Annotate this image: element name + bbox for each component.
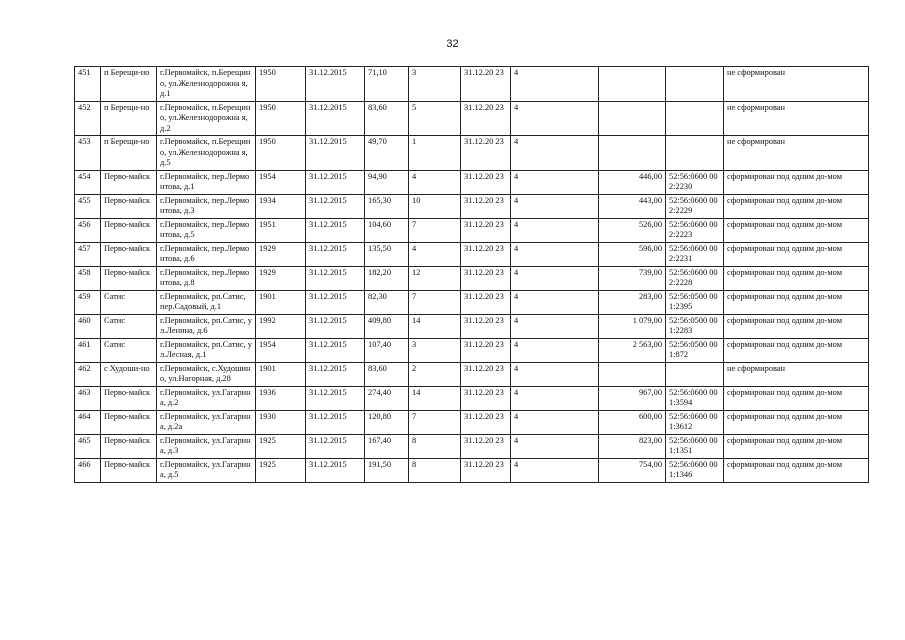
settlement-cell: Перво-майск <box>101 194 157 218</box>
area-cell: 83,60 <box>365 101 409 136</box>
address-cell: г.Первомайск, пер.Лермонтова, д.6 <box>157 242 256 266</box>
land-area-cell: 446,00 <box>599 170 666 194</box>
date-cell: 31.12.2015 <box>306 410 365 434</box>
date-cell: 31.12.2015 <box>306 266 365 290</box>
table-row <box>75 242 869 266</box>
address-cell: г.Первомайск, ул.Гагарина, д.3 <box>157 434 256 458</box>
land-area-cell: 739,00 <box>599 266 666 290</box>
cadastral-number-cell: 52:56:0500 001:2395 <box>666 290 724 314</box>
address-cell: г.Первомайск, пер.Лермонтова, д.8 <box>157 266 256 290</box>
row-number-cell: 454 <box>75 170 101 194</box>
cadastral-number-cell: 52:56:0600 002:2229 <box>666 194 724 218</box>
land-area-cell: 2 563,00 <box>599 338 666 362</box>
deadline-cell: 31.12.20 23 <box>461 290 511 314</box>
status-cell: сформирован под одним до-мом <box>724 170 869 194</box>
status-cell: сформирован под одним до-мом <box>724 266 869 290</box>
area-cell: 82,30 <box>365 290 409 314</box>
year-cell: 1954 <box>256 338 306 362</box>
code-cell: 4 <box>511 386 599 410</box>
row-number-cell: 453 <box>75 136 101 171</box>
date-cell: 31.12.2015 <box>306 290 365 314</box>
row-number-cell: 457 <box>75 242 101 266</box>
deadline-cell: 31.12.20 23 <box>461 194 511 218</box>
table-row <box>75 386 869 410</box>
cadastral-number-cell: 52:56:0600 002:2231 <box>666 242 724 266</box>
deadline-cell: 31.12.20 23 <box>461 362 511 386</box>
settlement-cell: Перво-майск <box>101 266 157 290</box>
cadastral-number-cell <box>666 362 724 386</box>
date-cell: 31.12.2015 <box>306 314 365 338</box>
status-cell: не сформирован <box>724 362 869 386</box>
deadline-cell: 31.12.20 23 <box>461 218 511 242</box>
deadline-cell: 31.12.20 23 <box>461 266 511 290</box>
cadastral-number-cell: 52:56:0600 001:1346 <box>666 458 724 482</box>
date-cell: 31.12.2015 <box>306 194 365 218</box>
code-cell: 4 <box>511 194 599 218</box>
settlement-cell: п Берещи-но <box>101 67 157 102</box>
count-cell: 3 <box>409 67 461 102</box>
area-cell: 274,40 <box>365 386 409 410</box>
date-cell: 31.12.2015 <box>306 242 365 266</box>
settlement-cell: Перво-майск <box>101 434 157 458</box>
area-cell: 120,80 <box>365 410 409 434</box>
address-cell: г.Первомайск, рп.Сатис, ул.Лесная, д.1 <box>157 338 256 362</box>
status-cell: сформирован под одним до-мом <box>724 290 869 314</box>
year-cell: 1950 <box>256 136 306 171</box>
year-cell: 1929 <box>256 266 306 290</box>
land-area-cell: 1 079,00 <box>599 314 666 338</box>
status-cell: сформирован под одним до-мом <box>724 410 869 434</box>
year-cell: 1954 <box>256 170 306 194</box>
code-cell: 4 <box>511 362 599 386</box>
row-number-cell: 458 <box>75 266 101 290</box>
date-cell: 31.12.2015 <box>306 218 365 242</box>
deadline-cell: 31.12.20 23 <box>461 458 511 482</box>
settlement-cell: п Берещи-но <box>101 101 157 136</box>
land-area-cell: 443,00 <box>599 194 666 218</box>
row-number-cell: 452 <box>75 101 101 136</box>
table-row <box>75 314 869 338</box>
land-area-cell <box>599 362 666 386</box>
settlement-cell: Перво-майск <box>101 218 157 242</box>
year-cell: 1936 <box>256 386 306 410</box>
deadline-cell: 31.12.20 23 <box>461 434 511 458</box>
cadastral-number-cell <box>666 101 724 136</box>
cadastral-number-cell: 52:56:0600 001:3594 <box>666 386 724 410</box>
row-number-cell: 460 <box>75 314 101 338</box>
area-cell: 191,50 <box>365 458 409 482</box>
settlement-cell: Перво-майск <box>101 386 157 410</box>
land-area-cell <box>599 67 666 102</box>
table-body <box>75 67 869 483</box>
area-cell: 165,30 <box>365 194 409 218</box>
count-cell: 5 <box>409 101 461 136</box>
address-cell: г.Первомайск, ул.Гагарина, д.2 <box>157 386 256 410</box>
settlement-cell: с Худоши-но <box>101 362 157 386</box>
area-cell: 107,40 <box>365 338 409 362</box>
address-cell: г.Первомайск, ул.Гагарина, д.2а <box>157 410 256 434</box>
cadastral-number-cell: 52:56:0600 001:1351 <box>666 434 724 458</box>
row-number-cell: 463 <box>75 386 101 410</box>
table-row <box>75 458 869 482</box>
count-cell: 8 <box>409 434 461 458</box>
cadastral-number-cell: 52:56:0500 001:872 <box>666 338 724 362</box>
settlement-cell: Перво-майск <box>101 242 157 266</box>
deadline-cell: 31.12.20 23 <box>461 101 511 136</box>
deadline-cell: 31.12.20 23 <box>461 242 511 266</box>
deadline-cell: 31.12.20 23 <box>461 338 511 362</box>
year-cell: 1901 <box>256 362 306 386</box>
area-cell: 135,50 <box>365 242 409 266</box>
count-cell: 3 <box>409 338 461 362</box>
count-cell: 7 <box>409 290 461 314</box>
deadline-cell: 31.12.20 23 <box>461 170 511 194</box>
area-cell: 83,60 <box>365 362 409 386</box>
date-cell: 31.12.2015 <box>306 136 365 171</box>
year-cell: 1901 <box>256 290 306 314</box>
row-number-cell: 451 <box>75 67 101 102</box>
area-cell: 104,60 <box>365 218 409 242</box>
address-cell: г.Первомайск, рп.Сатис, пер.Садовый, д.1 <box>157 290 256 314</box>
code-cell: 4 <box>511 101 599 136</box>
cadastral-number-cell: 52:56:0600 002:2228 <box>666 266 724 290</box>
cadastral-number-cell: 52:56:0600 002:2223 <box>666 218 724 242</box>
settlement-cell: Перво-майск <box>101 410 157 434</box>
cadastral-number-cell <box>666 67 724 102</box>
table-row <box>75 362 869 386</box>
area-cell: 409,80 <box>365 314 409 338</box>
area-cell: 167,40 <box>365 434 409 458</box>
land-area-cell <box>599 101 666 136</box>
cadastral-number-cell: 52:56:0500 001:2283 <box>666 314 724 338</box>
table-row <box>75 67 869 102</box>
row-number-cell: 465 <box>75 434 101 458</box>
area-cell: 49,70 <box>365 136 409 171</box>
address-cell: г.Первомайск, ул.Гагарина, д.5 <box>157 458 256 482</box>
year-cell: 1950 <box>256 67 306 102</box>
count-cell: 14 <box>409 314 461 338</box>
table-row <box>75 136 869 171</box>
land-area-cell: 596,00 <box>599 242 666 266</box>
status-cell: сформирован под одним до-мом <box>724 194 869 218</box>
status-cell: не сформирован <box>724 136 869 171</box>
address-cell: г.Первомайск, с.Худошино, ул.Нагорная, д.28 <box>157 362 256 386</box>
status-cell: сформирован под одним до-мом <box>724 386 869 410</box>
date-cell: 31.12.2015 <box>306 434 365 458</box>
count-cell: 4 <box>409 170 461 194</box>
address-cell: г.Первомайск, п.Берещино, ул.Железнодорожна я, д.1 <box>157 67 256 102</box>
cadastral-number-cell: 52:56:0600 002:2230 <box>666 170 724 194</box>
status-cell: сформирован под одним до-мом <box>724 314 869 338</box>
code-cell: 4 <box>511 266 599 290</box>
count-cell: 12 <box>409 266 461 290</box>
land-area-cell <box>599 136 666 171</box>
code-cell: 4 <box>511 338 599 362</box>
code-cell: 4 <box>511 170 599 194</box>
deadline-cell: 31.12.20 23 <box>461 386 511 410</box>
year-cell: 1950 <box>256 101 306 136</box>
code-cell: 4 <box>511 314 599 338</box>
land-area-cell: 967,00 <box>599 386 666 410</box>
table-row <box>75 434 869 458</box>
land-area-cell: 600,00 <box>599 410 666 434</box>
table-row <box>75 290 869 314</box>
land-area-cell: 823,00 <box>599 434 666 458</box>
area-cell: 94,90 <box>365 170 409 194</box>
status-cell: сформирован под одним до-мом <box>724 338 869 362</box>
row-number-cell: 459 <box>75 290 101 314</box>
count-cell: 2 <box>409 362 461 386</box>
code-cell: 4 <box>511 410 599 434</box>
code-cell: 4 <box>511 218 599 242</box>
area-cell: 71,10 <box>365 67 409 102</box>
row-number-cell: 462 <box>75 362 101 386</box>
page-number: 32 <box>446 38 459 50</box>
code-cell: 4 <box>511 67 599 102</box>
row-number-cell: 461 <box>75 338 101 362</box>
table-row <box>75 218 869 242</box>
table-row <box>75 410 869 434</box>
land-area-cell: 754,00 <box>599 458 666 482</box>
settlement-cell: Перво-майск <box>101 170 157 194</box>
settlement-cell: п Берещи-но <box>101 136 157 171</box>
code-cell: 4 <box>511 136 599 171</box>
address-cell: г.Первомайск, пер.Лермонтова, д.3 <box>157 194 256 218</box>
status-cell: сформирован под одним до-мом <box>724 458 869 482</box>
table-row <box>75 266 869 290</box>
address-cell: г.Первомайск, п.Берещино, ул.Железнодорожна я, д.5 <box>157 136 256 171</box>
row-number-cell: 455 <box>75 194 101 218</box>
deadline-cell: 31.12.20 23 <box>461 314 511 338</box>
table-row <box>75 170 869 194</box>
land-area-cell: 526,00 <box>599 218 666 242</box>
cadastral-number-cell: 52:56:0600 001:3612 <box>666 410 724 434</box>
settlement-cell: Сатис <box>101 338 157 362</box>
date-cell: 31.12.2015 <box>306 101 365 136</box>
date-cell: 31.12.2015 <box>306 338 365 362</box>
table-row <box>75 338 869 362</box>
date-cell: 31.12.2015 <box>306 386 365 410</box>
count-cell: 4 <box>409 242 461 266</box>
settlement-cell: Перво-майск <box>101 458 157 482</box>
date-cell: 31.12.2015 <box>306 362 365 386</box>
address-cell: г.Первомайск, пер.Лермонтова, д.1 <box>157 170 256 194</box>
code-cell: 4 <box>511 458 599 482</box>
status-cell: не сформирован <box>724 67 869 102</box>
row-number-cell: 456 <box>75 218 101 242</box>
table-row <box>75 194 869 218</box>
deadline-cell: 31.12.20 23 <box>461 136 511 171</box>
settlement-cell: Сатис <box>101 290 157 314</box>
cadastral-number-cell <box>666 136 724 171</box>
year-cell: 1925 <box>256 434 306 458</box>
address-cell: г.Первомайск, рп.Сатис, ул.Ленина, д.6 <box>157 314 256 338</box>
year-cell: 1934 <box>256 194 306 218</box>
row-number-cell: 464 <box>75 410 101 434</box>
status-cell: сформирован под одним до-мом <box>724 218 869 242</box>
land-area-cell: 283,00 <box>599 290 666 314</box>
table-row <box>75 101 869 136</box>
settlement-cell: Сатис <box>101 314 157 338</box>
status-cell: сформирован под одним до-мом <box>724 242 869 266</box>
code-cell: 4 <box>511 290 599 314</box>
status-cell: сформирован под одним до-мом <box>724 434 869 458</box>
status-cell: не сформирован <box>724 101 869 136</box>
count-cell: 1 <box>409 136 461 171</box>
date-cell: 31.12.2015 <box>306 67 365 102</box>
area-cell: 182,20 <box>365 266 409 290</box>
date-cell: 31.12.2015 <box>306 458 365 482</box>
year-cell: 1930 <box>256 410 306 434</box>
row-number-cell: 466 <box>75 458 101 482</box>
count-cell: 8 <box>409 458 461 482</box>
count-cell: 7 <box>409 218 461 242</box>
year-cell: 1992 <box>256 314 306 338</box>
count-cell: 7 <box>409 410 461 434</box>
date-cell: 31.12.2015 <box>306 170 365 194</box>
address-cell: г.Первомайск, пер.Лермонтова, д.5 <box>157 218 256 242</box>
year-cell: 1925 <box>256 458 306 482</box>
count-cell: 14 <box>409 386 461 410</box>
housing-registry-table <box>74 66 869 483</box>
deadline-cell: 31.12.20 23 <box>461 67 511 102</box>
address-cell: г.Первомайск, п.Берещино, ул.Железнодорожна я, д.2 <box>157 101 256 136</box>
deadline-cell: 31.12.20 23 <box>461 410 511 434</box>
year-cell: 1951 <box>256 218 306 242</box>
count-cell: 10 <box>409 194 461 218</box>
code-cell: 4 <box>511 242 599 266</box>
year-cell: 1929 <box>256 242 306 266</box>
code-cell: 4 <box>511 434 599 458</box>
